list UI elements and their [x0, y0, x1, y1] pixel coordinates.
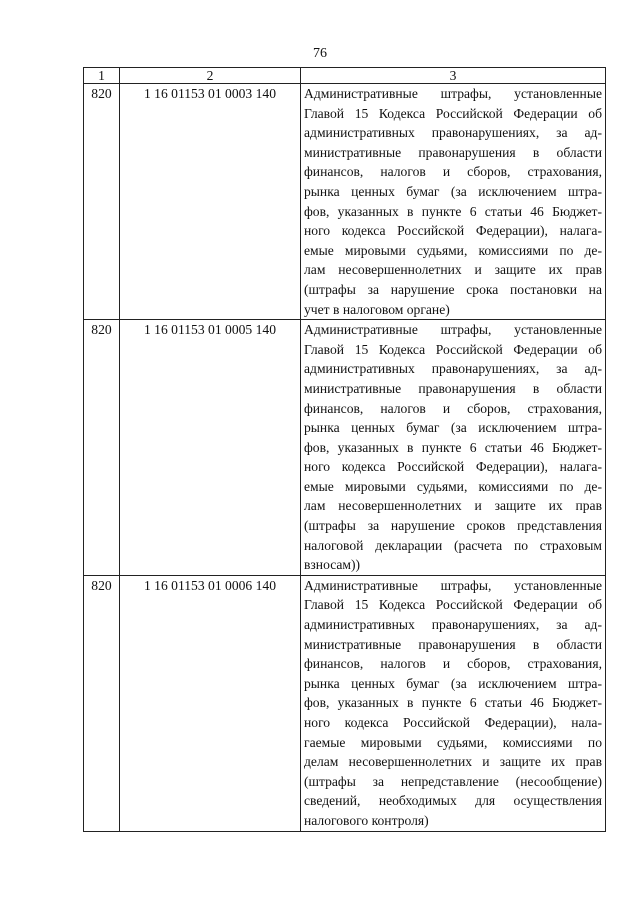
description-line: финансов, налогов и сборов, страхования,	[304, 164, 602, 180]
description-line: фов, указанных в пункте 6 статьи 46 Бюджет-	[304, 695, 602, 711]
description-line: Главой 15 Кодекса Российской Федерации об	[304, 597, 602, 613]
description-line: Главой 15 Кодекса Российской Федерации об	[304, 105, 602, 121]
description-cell	[301, 575, 606, 831]
budget-classification-code-cell: 1 16 01153 01 0006 140	[120, 575, 301, 831]
description-line: финансов, налогов и сборов, страхования,	[304, 400, 602, 416]
description-line: (штрафы за непредставление (несообщение)	[304, 773, 602, 789]
administrator-code-cell: 820	[84, 320, 120, 576]
description-line: финансов, налогов и сборов, страхования,	[304, 656, 602, 672]
administrator-code-cell: 820	[84, 575, 120, 831]
description-line: лам несовершеннолетних и защите их прав	[304, 262, 602, 278]
table-header-row	[84, 68, 606, 84]
description-line: Административные штрафы, установленные	[304, 86, 602, 101]
table-row	[84, 575, 606, 831]
description-line: фов, указанных в пункте 6 статьи 46 Бюджет-	[304, 439, 602, 455]
description-line: учет в налоговом органе)	[304, 301, 450, 317]
budget-code-table	[83, 67, 606, 832]
budget-classification-code-cell: 1 16 01153 01 0003 140	[120, 84, 301, 320]
description-line: рынка ценных бумаг (за исключением штра-	[304, 420, 602, 436]
description-line: Административные штрафы, установленные	[304, 577, 602, 593]
description-line: административных правонарушениях, за ад-	[304, 617, 602, 633]
description-line: Административные штрафы, установленные	[304, 322, 602, 338]
description-line: емые мировыми судьями, комиссиями по де-	[304, 242, 602, 258]
description-line: ного кодекса Российской Федерации), налага-	[304, 223, 602, 239]
budget-classification-code-cell: 1 16 01153 01 0005 140	[120, 320, 301, 576]
table-row	[84, 84, 606, 320]
description-line: налогового контроля)	[304, 812, 429, 828]
description-line: сведений, необходимых для осуществления	[304, 793, 602, 809]
description-line: налоговой декларации (расчета по страховым	[304, 537, 602, 553]
description-line: министративные правонарушения в области	[304, 636, 602, 652]
description-cell	[301, 320, 606, 576]
description-line: емые мировыми судьями, комиссиями по де-	[304, 478, 602, 494]
administrator-code-cell: 820	[84, 84, 120, 320]
description-line: административных правонарушениях, за ад-	[304, 361, 602, 377]
column-header-3: 3	[301, 68, 606, 84]
description-line: ного кодекса Российской Федерации), нала-	[304, 715, 602, 730]
description-line: Главой 15 Кодекса Российской Федерации об	[304, 341, 602, 357]
description-cell	[301, 84, 606, 320]
description-line: делам несовершеннолетних и защите их прав	[304, 754, 602, 770]
description-line: рынка ценных бумаг (за исключением штра-	[304, 183, 602, 199]
description-line: (штрафы за нарушение сроков представления	[304, 518, 602, 534]
description-line: взносам))	[304, 557, 361, 573]
description-line: (штрафы за нарушение срока постановки на	[304, 281, 602, 297]
description-line: министративные правонарушения в области	[304, 144, 602, 160]
description-line: фов, указанных в пункте 6 статьи 46 Бюджет-	[304, 203, 602, 219]
description-line: министративные правонарушения в области	[304, 380, 602, 396]
table-row	[84, 320, 606, 576]
description-line: рынка ценных бумаг (за исключением штра-	[304, 675, 602, 691]
description-line: гаемые мировыми судьями, комиссиями по	[304, 734, 602, 750]
description-line: ного кодекса Российской Федерации), налага-	[304, 459, 602, 475]
description-line: административных правонарушениях, за ад-	[304, 125, 602, 141]
page-number: 76	[313, 46, 327, 61]
column-header-1: 1	[84, 68, 120, 84]
description-line: лам несовершеннолетних и защите их прав	[304, 498, 602, 514]
column-header-2: 2	[120, 68, 301, 84]
